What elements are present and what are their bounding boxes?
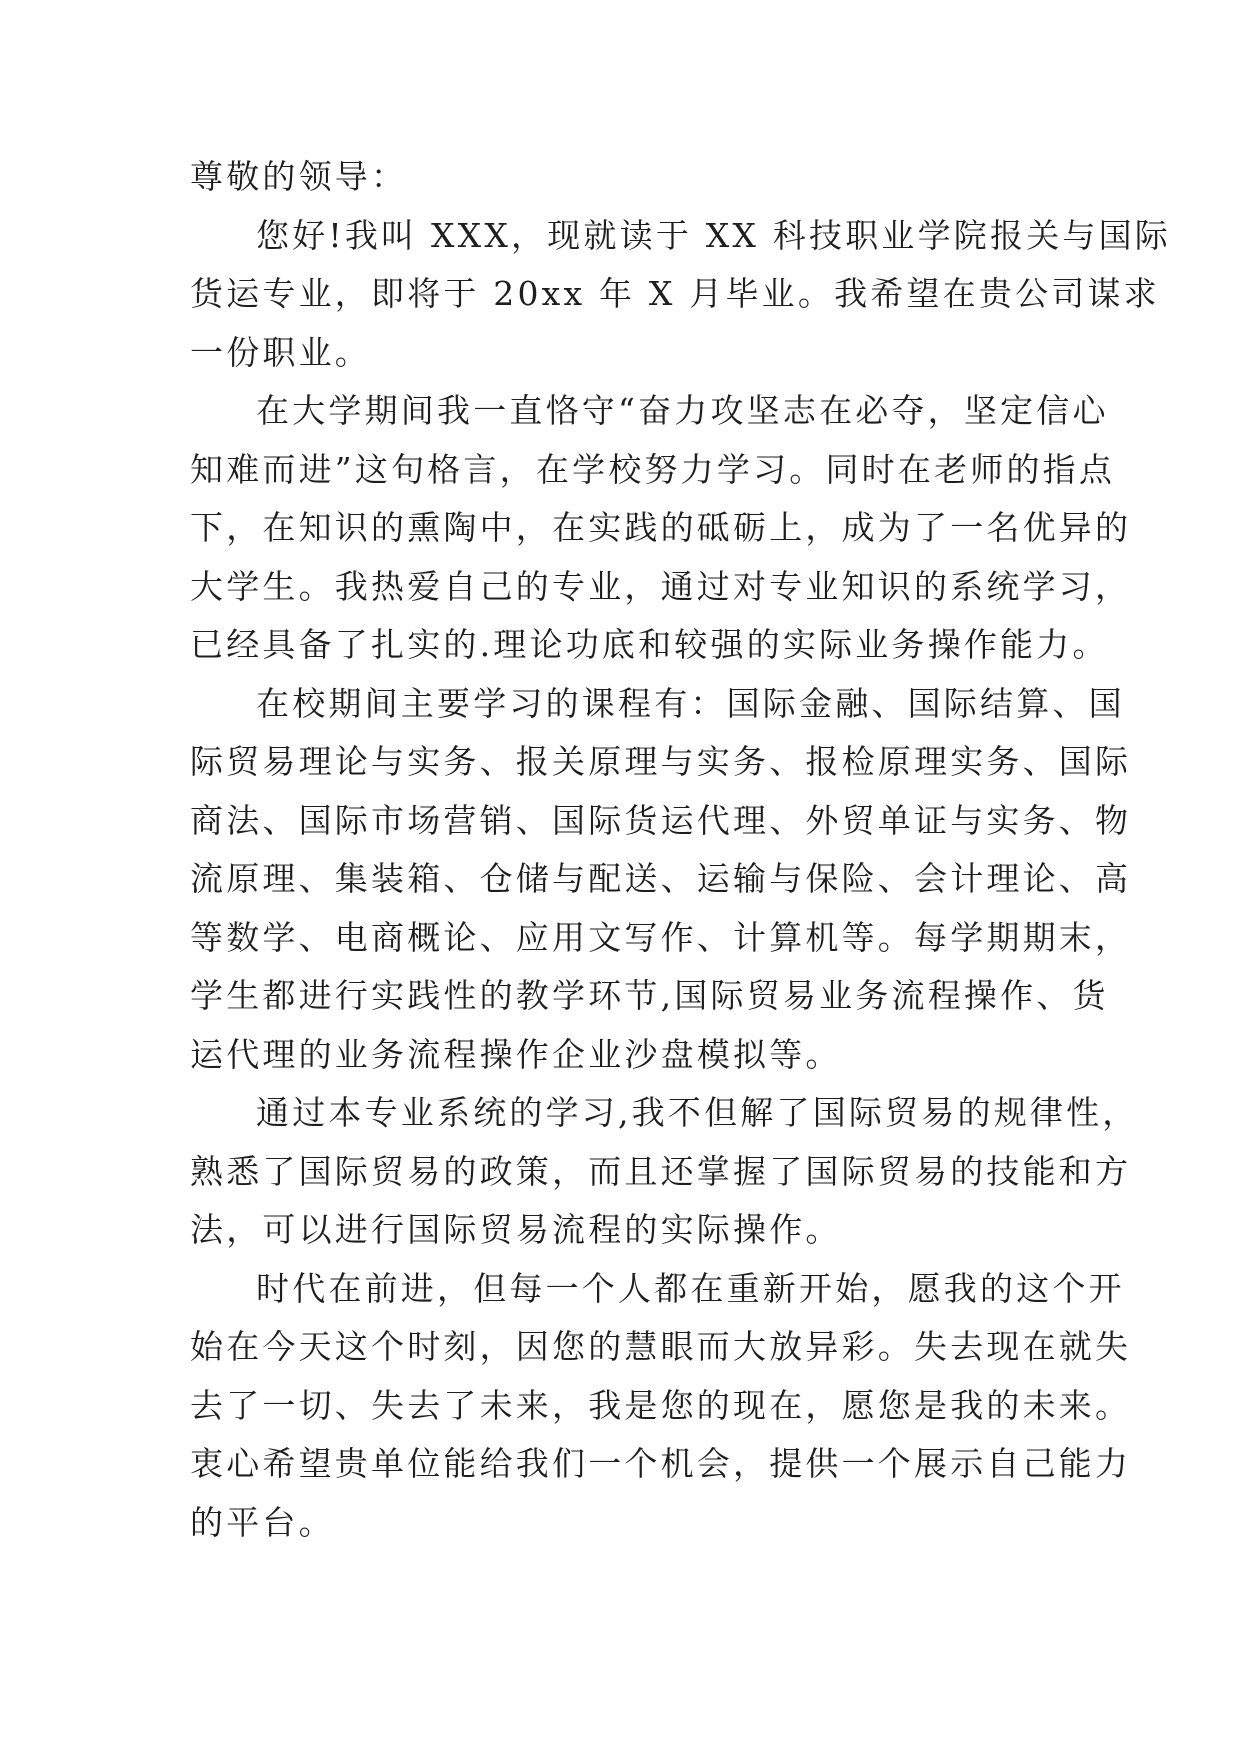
- paragraph-greeting-line: 货运专业，即将于 20xx 年 X 月毕业。我希望在贵公司谋求: [190, 274, 1160, 313]
- paragraph-closing-line: 始在今天这个时刻，因您的慧眼而大放异彩。失去现在就失: [190, 1327, 1132, 1366]
- paragraph-courses-line: 运代理的业务流程操作企业沙盘模拟等。: [190, 1034, 842, 1074]
- paragraph-courses-line: 流原理、集装箱、仓储与配送、运输与保险、会计理论、高: [190, 859, 1132, 898]
- paragraph-closing-line: 衷心希望贵单位能给我们一个机会，提供一个展示自己能力: [190, 1444, 1132, 1483]
- paragraph-study-line: 在大学期间我一直恪守“奋力攻坚志在必夺，坚定信心: [256, 391, 1109, 430]
- paragraph-closing-line: 时代在前进，但每一个人都在重新开始，愿我的这个开: [256, 1268, 1125, 1308]
- salutation: 尊敬的领导：: [190, 157, 408, 196]
- paragraph-greeting-line: 一份职业。: [190, 332, 371, 372]
- paragraph-study-line: 知难而进”这句格言，在学校努力学习。同时在老师的指点: [190, 449, 1116, 489]
- paragraph-skills-line: 通过本专业系统的学习,我不但解了国际贸易的规律性，: [256, 1093, 1139, 1132]
- paragraph-courses-line: 际贸易理论与实务、报关原理与实务、报检原理实务、国际: [190, 742, 1132, 781]
- paragraph-study-line: 已经具备了扎实的.理论功底和较强的实际业务操作能力。: [190, 625, 1109, 664]
- paragraph-study-line: 下，在知识的熏陶中，在实践的砥砺上，成为了一名优异的: [190, 508, 1132, 547]
- paragraph-greeting-line: 您好!我叫 XXX，现就读于 XX 科技职业学院报关与国际: [256, 215, 1171, 255]
- paragraph-study-line: 大学生。我热爱自己的专业，通过对专业知识的系统学习，: [190, 566, 1132, 606]
- paragraph-closing-line: 去了一切、失去了未来，我是您的现在，愿您是我的未来。: [190, 1385, 1132, 1425]
- paragraph-courses-line: 在校期间主要学习的课程有：国际金融、国际结算、国: [256, 683, 1125, 723]
- paragraph-courses-line: 等数学、电商概论、应用文写作、计算机等。每学期期末，: [190, 917, 1132, 957]
- paragraph-courses-line: 商法、国际市场营销、国际货运代理、外贸单证与实务、物: [190, 800, 1132, 840]
- paragraph-courses-line: 学生都进行实践性的教学环节,国际贸易业务流程操作、货: [190, 976, 1109, 1015]
- cover-letter-body: [190, 148, 1171, 1552]
- paragraph-closing-line: 的平台。: [190, 1502, 335, 1542]
- paragraph-skills-line: 法，可以进行国际贸易流程的实际操作。: [190, 1210, 842, 1249]
- paragraph-skills-line: 熟悉了国际贸易的政策，而且还掌握了国际贸易的技能和方: [190, 1151, 1132, 1191]
